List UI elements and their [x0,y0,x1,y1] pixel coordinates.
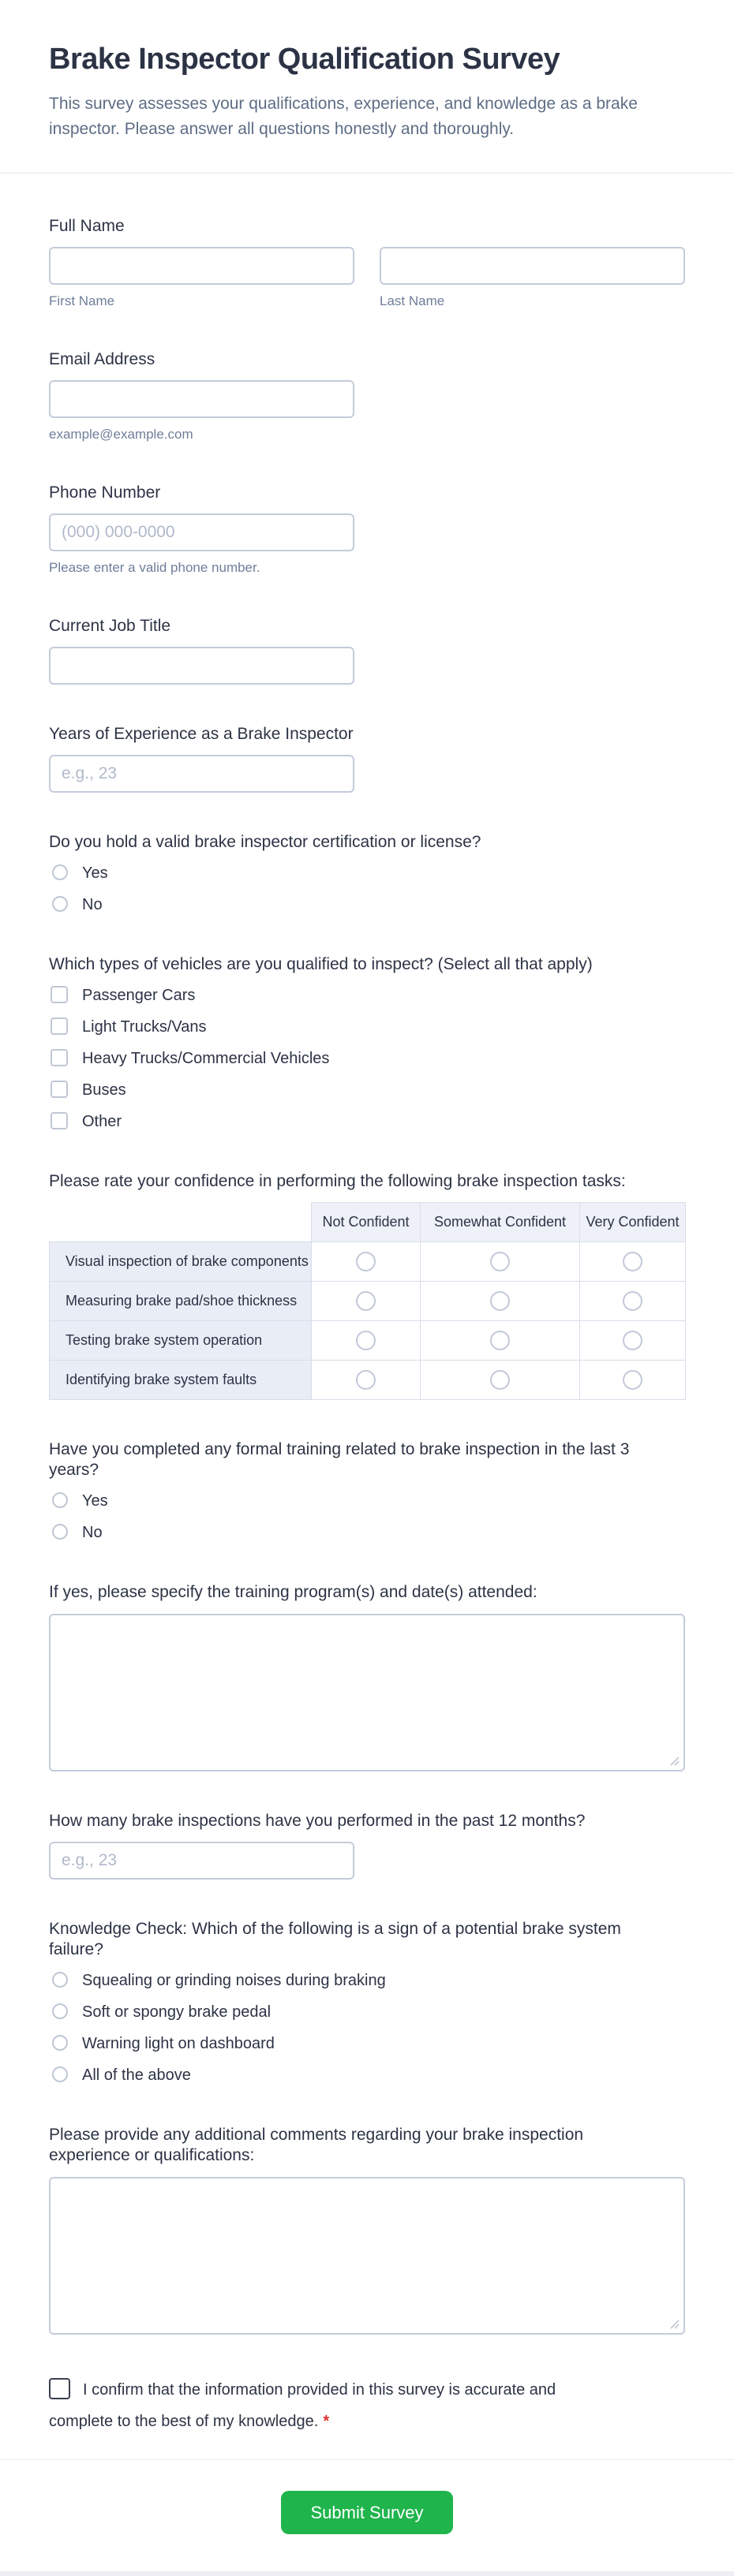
matrix-cell[interactable] [421,1361,580,1400]
field-full-name [49,216,685,310]
checkbox-icon[interactable] [51,986,68,1003]
matrix-cell[interactable] [580,1282,686,1321]
knowledge-option-warning-light[interactable] [49,2033,685,2054]
confidence-matrix-table [49,1202,686,1400]
submit-row [0,2460,734,2534]
matrix-cell[interactable] [580,1321,686,1361]
field-email [49,349,685,443]
matrix-cell[interactable] [421,1242,580,1282]
submit-button[interactable]: Submit Survey [281,2491,453,2534]
phone-label: Phone Number [49,483,161,502]
inspection-count-label: How many brake inspections have you performed in the past 12 months? [49,1812,586,1830]
field-job-title [49,616,685,685]
matrix-radio-icon[interactable] [356,1291,376,1311]
radio-icon[interactable] [52,1492,68,1508]
checkbox-icon[interactable] [51,1081,68,1098]
first-name-input[interactable] [49,247,354,285]
matrix-row [50,1282,686,1321]
field-confidence-matrix [49,1171,685,1400]
checkbox-option-label: Passenger Cars [82,987,196,1004]
matrix-cell[interactable] [421,1282,580,1321]
checkbox-option-label: Other [82,1113,122,1130]
checkbox-icon[interactable] [51,1017,68,1035]
vehicle-types-label: Which types of vehicles are you qualified to inspect? (Select all that apply) [49,955,593,973]
inspection-count-input[interactable] [49,1842,354,1880]
knowledge-option-squealing[interactable] [49,1970,685,1991]
vehicle-option-buses[interactable] [49,1080,685,1100]
formal-training-option-no[interactable] [49,1522,685,1543]
matrix-radio-icon[interactable] [623,1370,642,1390]
radio-option-label: Yes [82,864,108,882]
job-title-label: Current Job Title [49,617,171,635]
radio-option-label: Soft or spongy brake pedal [82,2003,272,2021]
field-training-details [49,1582,685,1771]
matrix-corner-cell [50,1203,312,1242]
certification-label: Do you hold a valid brake inspector certification or license? [49,833,481,851]
confidence-matrix-label: Please rate your confidence in performing the following brake inspection tasks: [49,1172,626,1190]
training-details-textarea-wrap [49,1614,685,1771]
form-header [0,0,734,174]
vehicle-option-light-trucks[interactable] [49,1017,685,1037]
vehicle-option-other[interactable] [49,1111,685,1132]
matrix-radio-icon[interactable] [490,1252,510,1271]
matrix-row [50,1321,686,1361]
matrix-cell[interactable] [312,1321,421,1361]
confirmation-text [49,2374,570,2437]
comments-label: Please provide any additional comments regarding your brake inspection experience or qualifications: [49,2126,584,2164]
matrix-column-header: Not Confident [312,1203,421,1242]
matrix-radio-icon[interactable] [356,1331,376,1350]
checkbox-option-label: Heavy Trucks/Commercial Vehicles [82,1050,330,1067]
survey-form [0,174,734,2437]
field-inspection-count [49,1811,685,1880]
job-title-input[interactable] [49,647,354,685]
field-phone [49,483,685,577]
last-name-input[interactable] [380,247,685,285]
field-years-experience [49,724,685,793]
matrix-cell[interactable] [421,1321,580,1361]
vehicle-option-heavy-trucks[interactable] [49,1048,685,1069]
radio-option-label: No [82,1524,103,1541]
knowledge-option-spongy-pedal[interactable] [49,2002,685,2022]
radio-option-label: Yes [82,1492,108,1510]
years-experience-input[interactable] [49,755,354,793]
first-name-sublabel: First Name [49,293,115,308]
radio-icon[interactable] [52,1524,68,1540]
radio-icon[interactable] [52,896,68,912]
radio-icon[interactable] [52,2066,68,2082]
checkbox-icon[interactable] [51,1112,68,1129]
formal-training-options [49,1491,685,1543]
radio-icon[interactable] [52,2003,68,2019]
email-input[interactable] [49,380,354,418]
certification-option-no[interactable] [49,894,685,915]
matrix-radio-icon[interactable] [623,1291,642,1311]
resize-handle-icon[interactable] [669,1756,680,1766]
radio-option-label: Squealing or grinding noises during braking [82,1972,386,1989]
training-details-textarea[interactable] [49,1614,685,1771]
radio-option-label: Warning light on dashboard [82,2035,275,2052]
matrix-radio-icon[interactable] [356,1252,376,1271]
matrix-row-label: Visual inspection of brake components [50,1242,312,1282]
years-experience-label: Years of Experience as a Brake Inspector [49,725,354,743]
certification-options [49,863,685,915]
formal-training-label: Have you completed any formal training related to brake inspection in the last 3 years? [49,1440,630,1479]
page-title: Brake Inspector Qualification Survey [49,43,560,76]
matrix-radio-icon[interactable] [490,1291,510,1311]
full-name-label: Full Name [49,217,125,235]
field-confirmation [49,2374,601,2437]
training-details-label: If yes, please specify the training program(s) and date(s) attended: [49,1583,537,1601]
matrix-column-header: Somewhat Confident [421,1203,580,1242]
email-label: Email Address [49,350,155,368]
field-knowledge-check [49,1919,685,2085]
first-name-subfield [49,247,354,310]
name-row [49,247,685,310]
field-formal-training [49,1439,685,1543]
checkbox-icon[interactable] [51,1049,68,1066]
matrix-row-label: Identifying brake system faults [50,1361,312,1400]
radio-icon[interactable] [52,1972,68,1988]
radio-icon[interactable] [52,2035,68,2051]
email-sublabel: example@example.com [49,427,193,442]
field-comments [49,2125,685,2335]
matrix-row-label: Measuring brake pad/shoe thickness [50,1282,312,1321]
comments-textarea-wrap [49,2177,685,2335]
resize-handle-icon[interactable] [669,2319,680,2329]
matrix-row [50,1361,686,1400]
matrix-row-label: Testing brake system operation [50,1321,312,1361]
radio-icon[interactable] [52,864,68,880]
confirmation-label: I confirm that the information provided in this survey is accurate and complete to the best of my knowledge. [49,2381,556,2430]
knowledge-check-label: Knowledge Check: Which of the following is a sign of a potential brake system failure? [49,1920,621,1958]
matrix-cell[interactable] [312,1361,421,1400]
certification-option-yes[interactable] [49,863,685,883]
comments-textarea[interactable] [49,2177,685,2335]
matrix-column-header: Very Confident [580,1203,686,1242]
knowledge-check-options [49,1970,685,2085]
form-subtitle: This survey assesses your qualifications, experience, and knowledge as a brake inspector. Please answer all questions honestly and thoroughly. [49,94,638,138]
last-name-sublabel: Last Name [380,293,445,308]
checkbox-option-label: Buses [82,1081,126,1099]
matrix-radio-icon[interactable] [490,1331,510,1350]
matrix-cell[interactable] [312,1282,421,1321]
matrix-radio-icon[interactable] [356,1370,376,1390]
vehicle-option-passenger-cars[interactable] [49,985,685,1006]
matrix-cell[interactable] [580,1361,686,1400]
matrix-radio-icon[interactable] [490,1370,510,1390]
radio-option-label: All of the above [82,2066,191,2084]
required-asterisk: * [323,2413,330,2430]
matrix-cell[interactable] [312,1242,421,1282]
matrix-cell[interactable] [580,1242,686,1282]
formal-training-option-yes[interactable] [49,1491,685,1511]
field-certification [49,832,685,915]
bottom-strip [0,2571,734,2576]
confirmation-checkbox[interactable] [49,2378,70,2399]
radio-option-label: No [82,896,103,913]
matrix-radio-icon[interactable] [623,1331,642,1350]
field-vehicle-types [49,954,685,1132]
knowledge-option-all-of-the-above[interactable] [49,2065,685,2085]
matrix-row [50,1242,686,1282]
last-name-subfield [380,247,685,310]
phone-sublabel: Please enter a valid phone number. [49,560,260,575]
checkbox-option-label: Light Trucks/Vans [82,1018,207,1036]
matrix-radio-icon[interactable] [623,1252,642,1271]
phone-input[interactable] [49,513,354,551]
vehicle-types-options [49,985,685,1132]
